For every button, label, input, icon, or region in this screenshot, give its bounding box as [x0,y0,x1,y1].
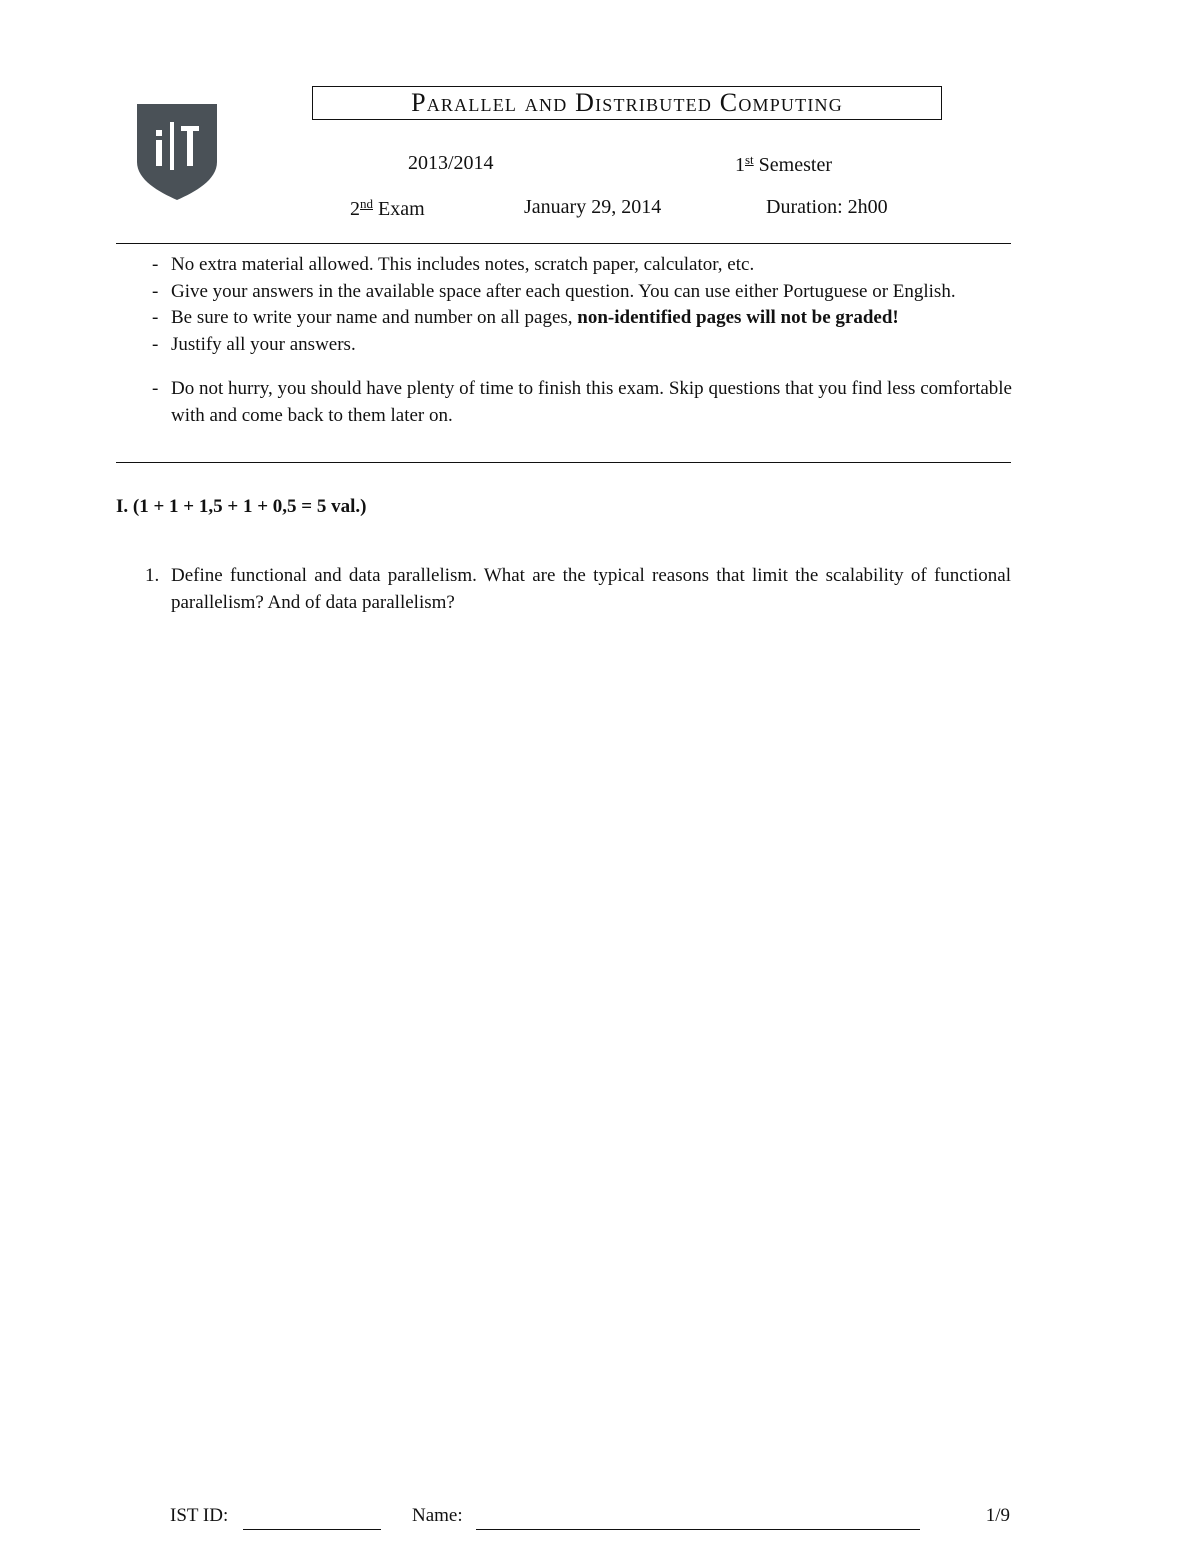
academic-year: 2013/2014 [408,152,494,174]
instruction-item [152,305,1012,332]
exam-ordinal: 2 [350,198,360,220]
instruction-text: Be sure to write your name and number on all pages, [171,307,578,328]
semester-suffix: st [745,152,754,167]
name-field[interactable] [476,1529,920,1530]
name-label: Name: [412,1505,463,1526]
ist-logo [137,104,217,200]
question-number: 1. [145,565,160,586]
divider-bottom [116,462,1011,463]
divider-top [116,243,1011,244]
question-text: Define functional and data parallelism. What are the typical reasons that limit the scalability of functional parallelism? And of data parallelism? [171,565,1011,613]
course-title: Parallel and Distributed Computing [312,86,942,120]
section-header: I. (1 + 1 + 1,5 + 1 + 0,5 = 5 val.) [116,496,367,517]
exam-number [350,196,425,221]
ist-shield-logo-icon [137,104,217,200]
instructions-list [152,252,1012,429]
semester [735,152,832,177]
instruction-emphasis: non-identified pages will not be graded! [577,307,899,328]
ist-id-label: IST ID: [170,1505,229,1526]
exam-suffix: nd [360,196,373,211]
page-number: 1/9 [985,1505,1010,1526]
semester-ordinal: 1 [735,154,745,176]
exam-label: Exam [378,198,425,220]
instruction-item: - Give your answers in the available space after each question. You can use either Portuguese or English. [152,279,1012,306]
instruction-item: - No extra material allowed. This includes notes, scratch paper, calculator, etc. [152,252,1012,279]
instruction-item: - Do not hurry, you should have plenty of time to finish this exam. Skip questions that you find less comfortable with and come back to them later on. [152,376,1012,429]
instruction-item: - Justify all your answers. [152,332,1012,359]
exam-duration: Duration: 2h00 [766,196,888,218]
exam-date: January 29, 2014 [524,196,662,218]
question-1 [145,562,1011,616]
ist-id-field[interactable] [243,1529,381,1530]
semester-label: Semester [758,154,832,176]
